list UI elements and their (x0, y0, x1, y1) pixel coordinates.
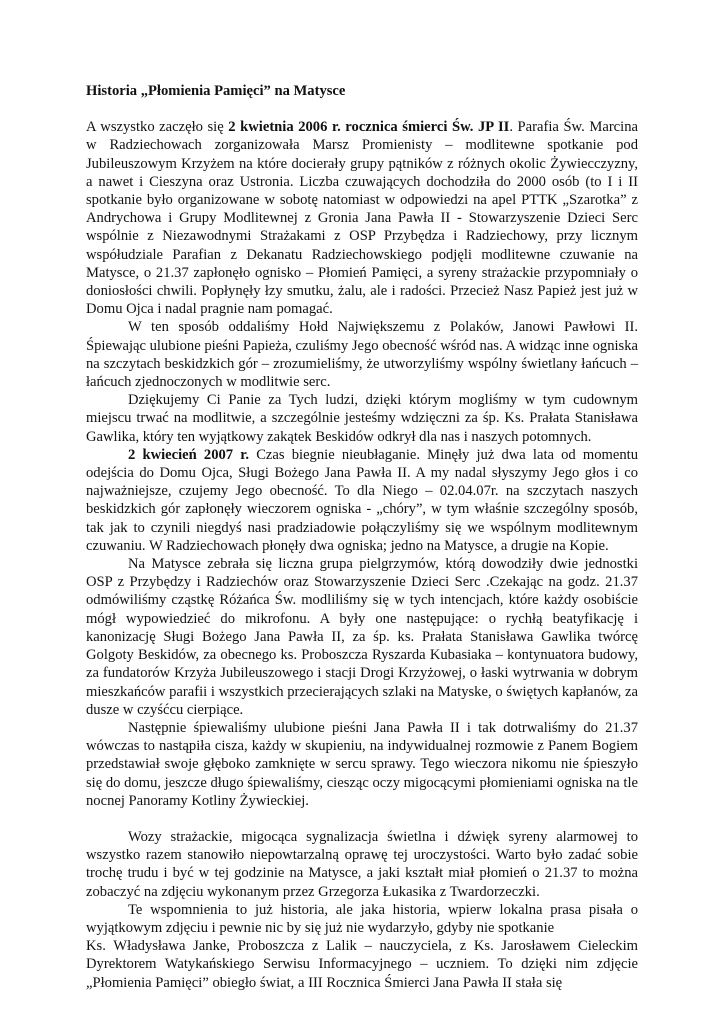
paragraph-1 (86, 118, 638, 318)
document-title: Historia „Płomienia Pamięci” na Matysce (86, 83, 346, 99)
paragraph-6: Następnie śpiewaliśmy ulubione pieśni Jana Pawła II i tak dotrwaliśmy do 21.37 wówczas to nastąpiła cisza, każdy w skupieniu, na indywidualnej rozmowie z Panem Bogiem przedstawiał swoje głęboko zamknięte w sercu sprawy. Tego wieczora nikomu nie śpieszyło się do domu, jeszcze długo śpiewaliśmy, ciesząc oczy migocącymi płomieniami ogniska na tle nocnej Panoramy Kotliny Żywieckiej. (86, 719, 638, 809)
paragraph-9: Ks. Władysława Janke, Proboszcza z Lalik – nauczyciela, z Ks. Jarosławem Cieleckim Dyrektorem Watykańskiego Serwisu Informacyjnego – uczniem. To dzięki nim zdjęcie „Płomienia Pamięci” obiegło świat, a III Rocznica Śmierci Jana Pawła II stała się (86, 938, 638, 991)
paragraph-1-lead: A wszystko zaczęło się (86, 119, 229, 136)
paragraph-2: W ten sposób oddaliśmy Hołd Największemu z Polaków, Janowi Pawłowi II. Śpiewając ulubione pieśni Papieża, czuliśmy Jego obecność wśród nas. A widząc inne ogniska na szczytach beskidzkich gór – zrozumieliśmy, że utworzyliśmy wspólny świetlany łańcuch – łańcuch zjednoczonych w modlitwie serc. (86, 319, 638, 391)
paragraph-4-body: Czas biegnie nieubłaganie. Minęły już dwa lata od momentu odejścia do Domu Ojca, Sługi Bożego Jana Pawła II. A my nadal słyszymy Jego głos i co najważniejsze, czujemy Jego obecność. To dla Niego – 02.04.07r. na szczytach naszych beskidzkich gór zapłonęły wieczorem ogniska - „chóry”, w tym właśnie szczególny sposób, tak jak to czynili niegdyś nasi pradziadowie połączyliśmy się we wspólnym modlitewnym czuwaniu. W Radziechowach płonęły dwa ogniska; jedno na Matysce, a drugie na Kopie. (86, 446, 639, 554)
paragraph-gap (86, 810, 638, 828)
paragraph-7: Wozy strażackie, migocąca sygnalizacja świetlna i dźwięk syreny alarmowej to wszystko razem stanowiło niepowtarzalną oprawę tej uroczystości. Warto było zadać sobie trochę trudu i być w tej godzinie na Matysce, a jaki kształt miał płomień o 21.37 to można zobaczyć na zdjęciu wykonanym przez Grzegorza Łukasika z Twardorzeczki. (86, 828, 638, 900)
paragraph-1-body: . Parafia Św. Marcina w Radziechowach zorganizowała Marsz Promienisty – modlitewne spotkanie pod Jubileuszowym Krzyżem na które docierały grupy pątników z różnych okolic Żywiecczyzny, a nawet i Cieszyna oraz Ustronia. Liczba czuwających dochodziła do 2000 osób (to I i II spotkanie było organizowane w sobotę natomiast w odpowiedzi na apel PTTK „Szarotka” z Andrychowa i Grupy Modlitewnej z Gronia Jana Pawła II - Stowarzyszenie Dzieci Serc wspólnie z Niezawodnymi Strażakami z OSP Przybędza i Radziechowy, przy licznym współudziale Parafian z Dekanatu Radziechowskiego podjęli modlitewne czuwanie na Matysce, o 21.37 zapłonęło ognisko – Płomień Pamięci, a syreny strażackie przypomniały o doniosłości chwili. Popłynęły łzy smutku, żalu, ale i radości. Przecież Nasz Papież jest już w Domu Ojca i nadal pragnie nam pomagać. (86, 119, 638, 318)
document-page (86, 82, 638, 992)
paragraph-1-date: 2 kwietnia 2006 r. rocznica śmierci Św. JP II (228, 119, 510, 136)
paragraph-4-date: 2 kwiecień 2007 r. (128, 446, 250, 463)
paragraph-5: Na Matysce zebrała się liczna grupa pielgrzymów, którą dowodziły dwie jednostki OSP z Przybędzy i Radziechów oraz Stowarzyszenie Dzieci Serc .Czekając na godz. 21.37 odmówiliśmy cząstkę Różańca Św. modliliśmy się w tych intencjach, które każdy osobiście mógł wypowiedzieć do mikrofonu. A były one następujące: o rychłą beatyfikację i kanonizację Sługi Bożego Jana Pawła II, za śp. ks. Prałata Stanisława Gawlika twórcę Golgoty Beskidów, za obecnego ks. Proboszcza Ryszarda Kubasiaka – kontynuatora budowy, za fundatorów Krzyża Jubileuszowego i stacji Drogi Krzyżowej, o łaski wytrwania w dobrym mieszkańców parafii i wszystkich przecierających szlaki na Matyske, o świętych kapłanów, za dusze w czyśćcu cierpiące. (86, 556, 638, 718)
paragraph-8: Te wspomnienia to już historia, ale jaka historia, wpierw lokalna prasa pisała o wyjątkowym zdjęciu i pewnie nic by się już nie wydarzyło, gdyby nie spotkanie (86, 901, 638, 936)
paragraph-4 (86, 446, 638, 555)
paragraph-3: Dziękujemy Ci Panie za Tych ludzi, dzięki którym mogliśmy w tym cudownym miejscu trwać na modlitwie, a szczególnie jesteśmy wdzięczni za śp. Ks. Prałata Stanisława Gawlika, który ten wyjątkowy zakątek Beskidów odkrył dla nas i naszych potomnych. (86, 392, 638, 445)
